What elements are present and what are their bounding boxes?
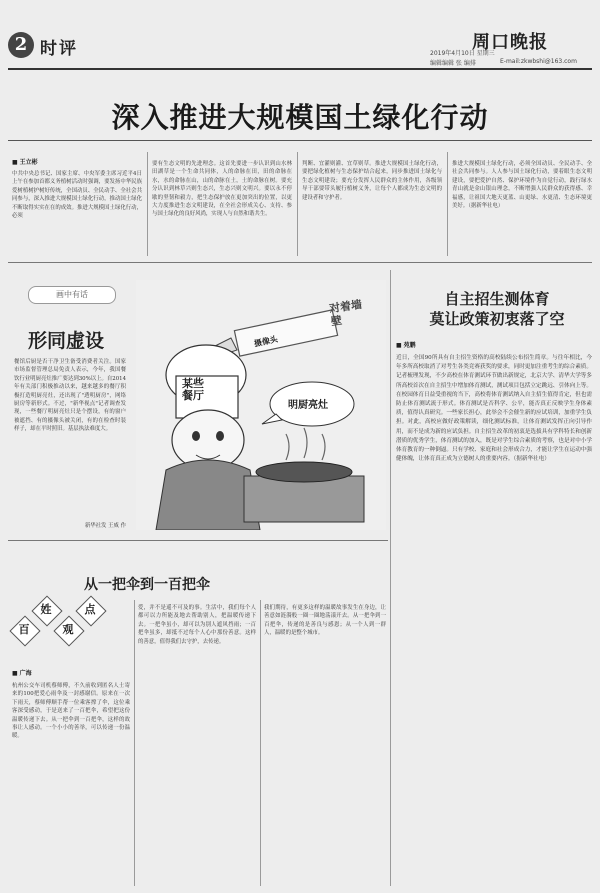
section-rule <box>8 262 592 263</box>
right-headline-2: 莫让政策初衷落了空 <box>429 310 565 328</box>
right-headline-1: 自主招生测体育 <box>444 290 550 308</box>
badge-char: 百 <box>18 623 30 636</box>
main-article-col-3: 判断、宜灌则灌、宜草则草。推进大规模国土绿化行动，要把绿化植树与生态保护结合起来，同步推进国土绿化与生态文明建设；要充分发挥人民群众的主体作用，各级领导干部要带头履行植树义务，让每个人都成为生态文明的建设者和守护者。 <box>302 161 442 201</box>
badge-char: 观 <box>62 623 74 636</box>
column-divider <box>390 270 391 886</box>
bottom-article-col-3: 我们期待，有更多这样的温暖故事发生在身边，让善意如涟漪般一圈一圈地荡漾开去。从一把伞到一百把伞，传递的是善良与感恩；从一个人到一群人，温暖的是整个城市。 <box>264 605 386 637</box>
bottom-article-col-1: 杭州公交车司机蔡师傅，不久前收到匿名人士寄来的100把爱心雨伞及一封感谢信。原来在一次下雨天，蔡师傅顺手帮一位乘客撑了伞，这位乘客深受感动，于是送来了一百把伞，希望把这份温暖传递下去。从一把伞到一百把伞，这样的故事让人感动。一个小小的善举，可以传递一份温暖。 <box>12 683 130 740</box>
section-title: 时评 <box>40 39 78 59</box>
main-article-col-4: 推进大规模国土绿化行动，必须全国动员、全民动手、全社会共同参与。人人参与国土绿化行动，要着眼生态文明建设，要把爱护自然、保护环境作为自觉行动，践行绿水青山就是金山银山理念，不断增强人民群众的获得感、幸福感，让祖国大地天更蓝、山更绿、水更清、生态环境更美好。（据新华社电） <box>452 161 592 210</box>
cartoon-sign-label: 某些餐厅 <box>182 377 204 402</box>
section-rule <box>8 540 388 541</box>
column-divider <box>134 600 135 886</box>
badge-char: 点 <box>84 603 96 616</box>
column-divider <box>260 600 261 886</box>
cartoon-description: 餐馆后厨是否干净卫生备受消费者关注。国家市场监督管理总局免责人表示，今年，我国餐饮行业明厨亮灶推广要达到30%以上。自2014年有关部门积极推动以来，越来越多的餐厅积极打造明厨亮灶，还出现了"透明厨房"，网络厨房等新形式。不过，"新华视点"记者调查发现，一些餐厅明厨亮灶只是个摆设，有的窗户被遮挡、有的摄像头被关闭，有的在检查时装样子，却在平时照旧。基层执法难度大。 <box>14 359 126 433</box>
badge-char: 姓 <box>40 603 52 616</box>
cartoon-section-tag: 画中有话 <box>28 286 116 304</box>
right-article-body: 近日，全国90所具有自主招生资格的高校陆续公布招生简章。与往年相比，今年多所高校取消了对考生各类竞赛获奖的要求，同时更加注重考生的综合素质。记者梳理发现，不少高校在体育测试环节做出新规定，北京大学、清华大学等多所高校首次在自主招生中增加体育测试，测试项目包括立定跳远、引体向上等。在校园体育日益受重视的当下，高校将体育测试纳入自主招生值得肯定，但也需防止体育测试流于形式。体育测试是否科学、公平，能否真正反映学生身体素质，值得认真研究。一些家长担心，此举会不会催生新的应试培训，加重学生负担。对此，高校应做好政策解读，细化测试标准，让体育测试发挥正向引导作用，而不是成为新的应试负担。自主招生改革的初衷是选拔具有学科特长和创新潜质的优秀学生，体育测试的加入，既是对学生综合素质的考察，也是对中小学体育教育的一种倒逼。只有学校、家庭和社会形成合力，才能让学生在运动中强健体魄，让体育真正成为立德树人的重要内容。（据新华社电） <box>396 355 592 463</box>
editor-credit: 编辑编辑 张 编排 <box>430 60 476 67</box>
cartoon-credit: 新华社发 王威 作 <box>84 523 126 529</box>
issue-date: 2019年4月10日 星期三 <box>430 50 495 57</box>
column-divider <box>447 152 448 256</box>
header-rule <box>8 68 592 70</box>
column-divider <box>147 152 148 256</box>
page-number-badge: 2 <box>8 32 34 58</box>
cartoon-speech-label: 明厨亮灶 <box>288 400 328 411</box>
main-headline: 深入推进大规模国土绿化行动 <box>111 101 489 134</box>
right-byline: ■ 苑鹏 <box>396 340 416 349</box>
bottom-article-col-2: 爱，并不是遥不可及的事。生活中，我们每个人都可以力所能及地去帮助别人，把温暖传递下去。一把伞虽小，却可以为别人遮风挡雨；一百把伞虽多，却抵不过每个人心中那份善意。这样的善意，值得我们去守护，去传递。 <box>138 605 256 645</box>
opinion-badge <box>10 594 102 654</box>
paper-logo: 周口晚报 <box>472 32 548 53</box>
cartoon-camera-label: 摄像头 <box>253 334 279 349</box>
headline-rule <box>8 140 592 141</box>
cartoon-side-text: 对着墙壁 <box>328 297 363 329</box>
cartoon-title: 形同虚设 <box>28 330 105 352</box>
bottom-headline: 从一把伞到一百把伞 <box>84 577 210 593</box>
main-article-col-1: 中共中央总书记、国家主席、中央军委主席习近平4日上午在参加首都义务植树活动时强调，要发扬中华民族爱树植树护树好传统，全国动员、全民动手、全社会共同参与，深入推进大规模国土绿化行动，推动国土绿化不断取得实实在在的成效。推进大规模国土绿化行动，必须 <box>12 171 142 220</box>
bottom-byline: ■ 广海 <box>12 668 32 677</box>
main-byline: ■ 王立彬 <box>12 157 38 166</box>
column-divider <box>297 152 298 256</box>
contact-email: E-mail:zkwbshi@163.com <box>500 58 577 65</box>
main-article-col-2: 要有生态文明的先进理念。这首先要进一步认识到山水林田湖草是一个生命共同体，人的命脉在田，田的命脉在水，水的命脉在山，山的命脉在土，土的命脉在树。要充分认识到林草兴则生态兴，生态兴则文明兴。要以永不停歇的坚韧和毅力，把生态保护放在更加突出的位置，以更大力度推进生态文明建设，在全社会形成关心、支持、参与国土绿化的良好风尚，实现人与自然和谐共生。 <box>152 161 292 218</box>
